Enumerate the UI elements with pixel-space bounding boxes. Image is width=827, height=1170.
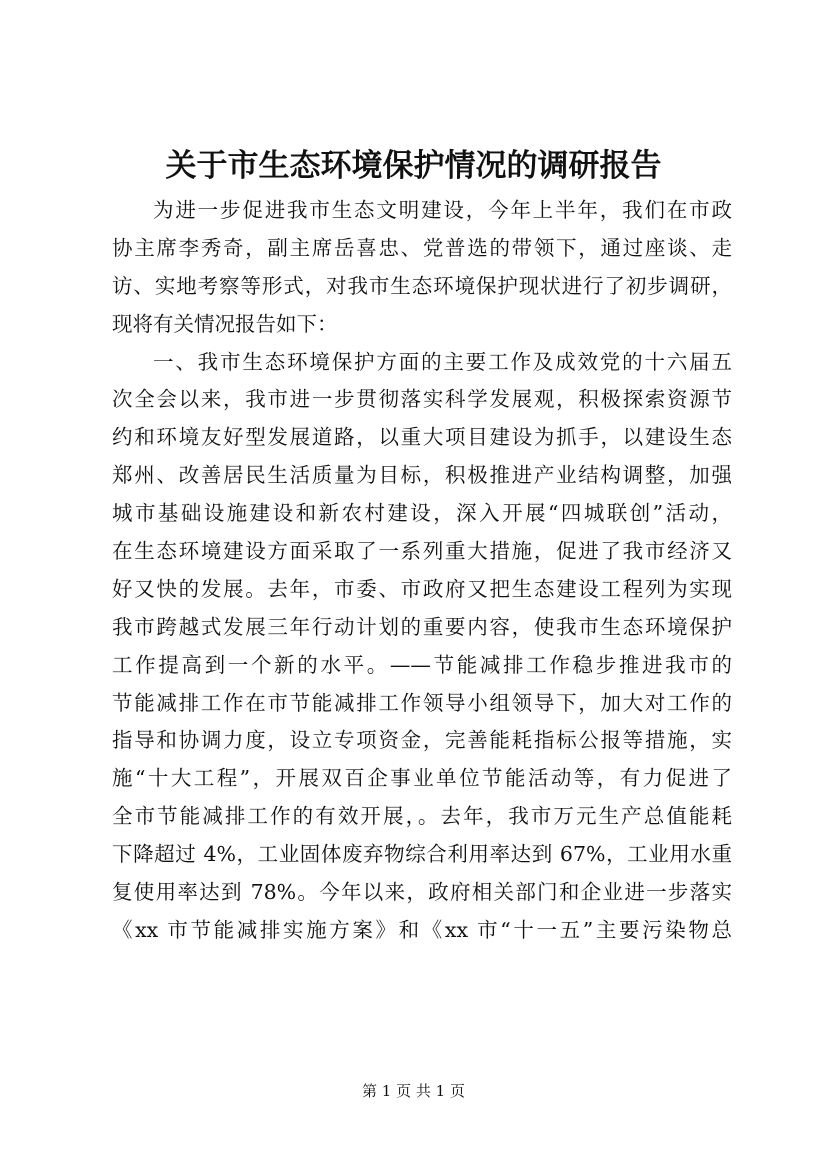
document-body [112, 192, 732, 950]
paragraph-2-line: 全市节能减排工作的有效开展，。去年，我市万元生产总值能耗 [112, 804, 732, 829]
paragraph-2-line: 复使用率达到 78%。今年以来，政府相关部门和企业进一步落实 [112, 880, 732, 905]
paragraph-2-line: 我市跨越式发展三年行动计划的重要内容，使我市生态环境保护 [112, 614, 732, 639]
paragraph-2-line: 指导和协调力度，设立专项资金，完善能耗指标公报等措施，实 [112, 728, 732, 753]
paragraph-2-line: 城市基础设施建设和新农村建设，深入开展“四城联创”活动， [112, 501, 732, 526]
document-title: 关于市生态环境保护情况的调研报告 [165, 148, 662, 184]
paragraph-2-line: 施“十大工程”，开展双百企事业单位节能活动等，有力促进了 [112, 766, 732, 791]
paragraph-2-line: 一、我市生态环境保护方面的主要工作及成效党的十六届五 [153, 349, 732, 374]
paragraph-2-line: 郑州、改善居民生活质量为目标，积极推进产业结构调整，加强 [112, 463, 732, 488]
page-footer: 第 1 页 共 1 页 [362, 1082, 465, 1100]
paragraph-2-line: 好又快的发展。去年，市委、市政府又把生态建设工程列为实现 [112, 576, 732, 601]
paragraph-2-line: 约和环境友好型发展道路，以重大项目建设为抓手，以建设生态 [112, 425, 732, 450]
paragraph-2-line: 节能减排工作在市节能减排工作领导小组领导下，加大对工作的 [112, 690, 732, 715]
paragraph-1-line: 现将有关情况报告如下： [112, 311, 338, 336]
paragraph-2-line: 次全会以来，我市进一步贯彻落实科学发展观，积极探索资源节 [112, 387, 732, 412]
paragraph-1-line: 协主席李秀奇，副主席岳喜忠、党普选的带领下，通过座谈、走 [112, 235, 732, 260]
paragraph-1-line: 为进一步促进我市生态文明建设，今年上半年，我们在市政 [153, 198, 732, 222]
paragraph-2-line: 在生态环境建设方面采取了一系列重大措施，促进了我市经济又 [112, 539, 732, 564]
paragraph-1-line: 访、实地考察等形式，对我市生态环境保护现状进行了初步调研， [112, 273, 732, 298]
paragraph-2-line: 《xx 市节能减排实施方案》和《xx 市“十一五”主要污染物总 [112, 917, 732, 942]
paragraph-2-line: 下降超过 4%，工业固体废弃物综合利用率达到 67%，工业用水重 [112, 842, 732, 867]
paragraph-2-line: 工作提高到一个新的水平。——节能减排工作稳步推进我市的 [112, 652, 732, 677]
